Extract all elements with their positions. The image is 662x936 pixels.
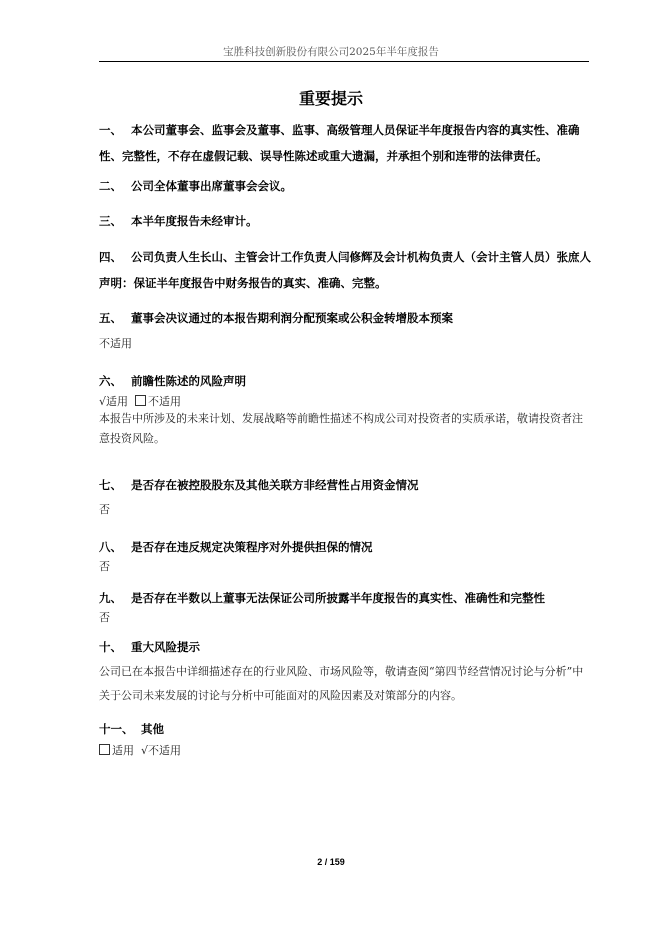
section-9-number: 九、 (99, 591, 122, 605)
section-9-body: 否 (99, 611, 110, 624)
section-8-number: 八、 (99, 540, 122, 554)
section-10-number: 十、 (99, 640, 122, 654)
applicable-checked-option: √适用 (99, 395, 129, 408)
section-3-number: 三、 (99, 214, 122, 228)
section-6 (99, 368, 591, 394)
section-7-body: 否 (99, 503, 110, 516)
section-2-number: 二、 (99, 179, 122, 193)
page-header: 宝胜科技创新股份有限公司2025年半年度报告 (223, 46, 439, 58)
section-8-body: 否 (99, 560, 110, 573)
applicable-option: 适用 (112, 744, 134, 757)
section-5 (99, 305, 591, 331)
section-5-body: 不适用 (99, 337, 132, 350)
section-8-text: 是否存在违反规定决策程序对外提供担保的情况 (131, 540, 373, 554)
section-10-text: 重大风险提示 (131, 640, 200, 654)
section-11 (99, 716, 591, 742)
section-2 (99, 173, 591, 199)
section-5-text: 董事会决议通过的本报告期利润分配预案或公积金转增股本预案 (131, 311, 453, 325)
section-10 (99, 634, 591, 660)
section-3-text: 本半年度报告未经审计。 (131, 214, 258, 228)
section-4-text: 公司负责人生长山、主管会计工作负责人闫修辉及会计机构负责人（会计主管人员）张庶人声明：保证半年度报告中财务报告的真实、准确、完整。 (99, 250, 591, 290)
section-1 (99, 117, 591, 169)
page-number: 2 / 159 (317, 857, 345, 867)
header-rule (99, 61, 589, 62)
section-1-text: 本公司董事会、监事会及董事、监事、高级管理人员保证半年度报告内容的真实性、准确性、完整性，不存在虚假记载、误导性陈述或重大遗漏，并承担个别和连带的法律责任。 (99, 123, 580, 163)
section-11-text: 其他 (141, 722, 164, 736)
section-2-text: 公司全体董事出席董事会会议。 (131, 179, 292, 193)
unchecked-box-icon (135, 395, 146, 406)
section-3 (99, 208, 591, 234)
not-applicable-checked-option: √不适用 (141, 744, 182, 757)
section-7-text: 是否存在被控股股东及其他关联方非经营性占用资金情况 (131, 478, 419, 492)
section-11-number: 十一、 (99, 722, 134, 736)
section-7 (99, 472, 591, 498)
section-4 (99, 244, 591, 296)
not-applicable-option: 不适用 (148, 395, 182, 408)
section-4-number: 四、 (99, 250, 122, 264)
section-9-text: 是否存在半数以上董事无法保证公司所披露半年度报告的真实性、准确性和完整性 (131, 591, 545, 605)
section-1-number: 一、 (99, 123, 122, 137)
section-6-body: 本报告中所涉及的未来计划、发展战略等前瞻性描述不构成公司对投资者的实质承诺，敬请投资者注意投资风险。 (99, 412, 583, 445)
section-11-checkboxes (99, 741, 591, 761)
section-6-text: 前瞻性陈述的风险声明 (131, 374, 246, 388)
section-7-number: 七、 (99, 478, 122, 492)
section-6-number: 六、 (99, 374, 122, 388)
page-title: 重要提示 (298, 89, 363, 108)
section-5-number: 五、 (99, 311, 122, 325)
unchecked-box-icon (99, 744, 110, 755)
section-10-body: 公司已在本报告中详细描述存在的行业风险、市场风险等，敬请查阅“第四节经营情况讨论与分析”中关于公司未来发展的讨论与分析中可能面对的风险因素及对策部分的内容。 (99, 665, 584, 702)
